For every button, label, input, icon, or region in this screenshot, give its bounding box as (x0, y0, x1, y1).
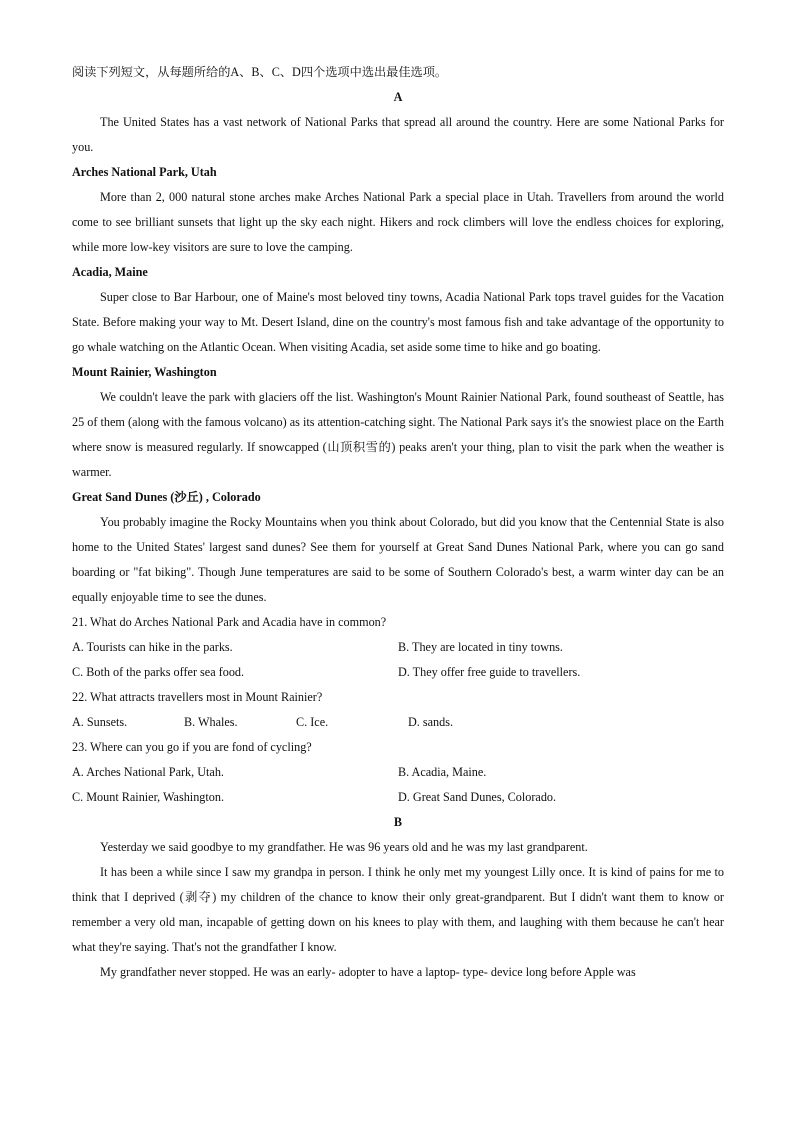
section-b-label: B (393, 815, 403, 829)
option-c: C. Mount Rainier, Washington. (72, 790, 224, 804)
section-b-paragraph: My grandfather never stopped. He was an early- adopter to have a laptop- type- device long before Apple was (100, 965, 636, 979)
option-a: A. Tourists can hike in the parks. (72, 640, 233, 654)
option-c: C. Both of the parks offer sea food. (72, 665, 245, 679)
question-stem: 21. What do Arches National Park and Acadia have in common? (72, 615, 387, 629)
question-stem: 22. What attracts travellers most in Mount Rainier? (72, 690, 323, 704)
park-text-rainier: We couldn't leave the park with glaciers off the list. Washington's Mount Rainier National Park, found southeast of Seattle, has 25 of them (along with the famous volcano) as its attention-catching sight. The National Park says it's the snowiest place on the Earth where snow is measured regularly. If snowcapped (山顶积雪的) peaks aren't your thing, plan to visit the park when the weather is warmer. (72, 390, 724, 479)
exam-page (72, 60, 724, 985)
option-d: D. sands. (408, 715, 454, 729)
option-b: B. They are located in tiny towns. (398, 640, 563, 654)
option-a: A. Sunsets. (72, 715, 128, 729)
section-a-intro: The United States has a vast network of National Parks that spread all around the country. Here are some National Parks for you. (72, 115, 724, 154)
option-d: D. Great Sand Dunes, Colorado. (398, 790, 557, 804)
park-text-acadia: Super close to Bar Harbour, one of Maine's most beloved tiny towns, Acadia National Park tops travel guides for the Vacation State. Before making your way to Mt. Desert Island, dine on the country's most famous fish and take advantage of the opportunity to go whale watching on the Atlantic Ocean. When visiting Acadia, set aside some time to hike and go boating. (72, 290, 724, 354)
question-stem: 23. Where can you go if you are fond of cycling? (72, 740, 312, 754)
park-text-arches: More than 2, 000 natural stone arches make Arches National Park a special place in Utah. Travellers from around the world come to see brilliant sunsets that light up the sky each night. Hikers and rock climbers will love the endless choices for exploring, while more low-key visitors are sure to love the camping. (72, 190, 724, 254)
section-b-paragraph: It has been a while since I saw my grandpa in person. I think he only met my youngest Lilly once. It is kind of pains for me to think that I deprived (剥夺) my children of the chance to know their only great-grandparent. But I didn't want them to know or remember a very old man, incapable of getting down on his knees to play with them, and laughing with them because he can't hear what they're saying. That's not the grandfather I know. (72, 865, 724, 954)
park-title-arches: Arches National Park, Utah (72, 165, 217, 179)
park-title-sand-dunes: Great Sand Dunes (沙丘) , Colorado (72, 490, 261, 504)
option-a: A. Arches National Park, Utah. (72, 765, 224, 779)
option-b: B. Whales. (184, 715, 238, 729)
park-title-acadia: Acadia, Maine (72, 265, 148, 279)
option-d: D. They offer free guide to travellers. (398, 665, 581, 679)
question-22 (72, 685, 724, 735)
section-a-label: A (393, 90, 403, 104)
question-23 (72, 735, 724, 810)
option-c: C. Ice. (296, 715, 329, 729)
question-21 (72, 610, 724, 685)
option-b: B. Acadia, Maine. (398, 765, 487, 779)
instruction: 阅读下列短文，从每题所给的A、B、C、D四个选项中选出最佳选项。 (72, 65, 448, 79)
park-title-rainier: Mount Rainier, Washington (72, 365, 217, 379)
park-text-sand-dunes: You probably imagine the Rocky Mountains when you think about Colorado, but did you know that the Centennial State is also home to the United States' largest sand dunes? See them for yourself at Great Sand Dunes National Park, where you can go sand boarding or "fat biking". Though June temperatures are said to be some of Southern Colorado's best, a warm winter day can be an equally enjoyable time to see the dunes. (72, 515, 724, 604)
section-b-paragraph: Yesterday we said goodbye to my grandfather. He was 96 years old and he was my last grandparent. (100, 840, 588, 854)
